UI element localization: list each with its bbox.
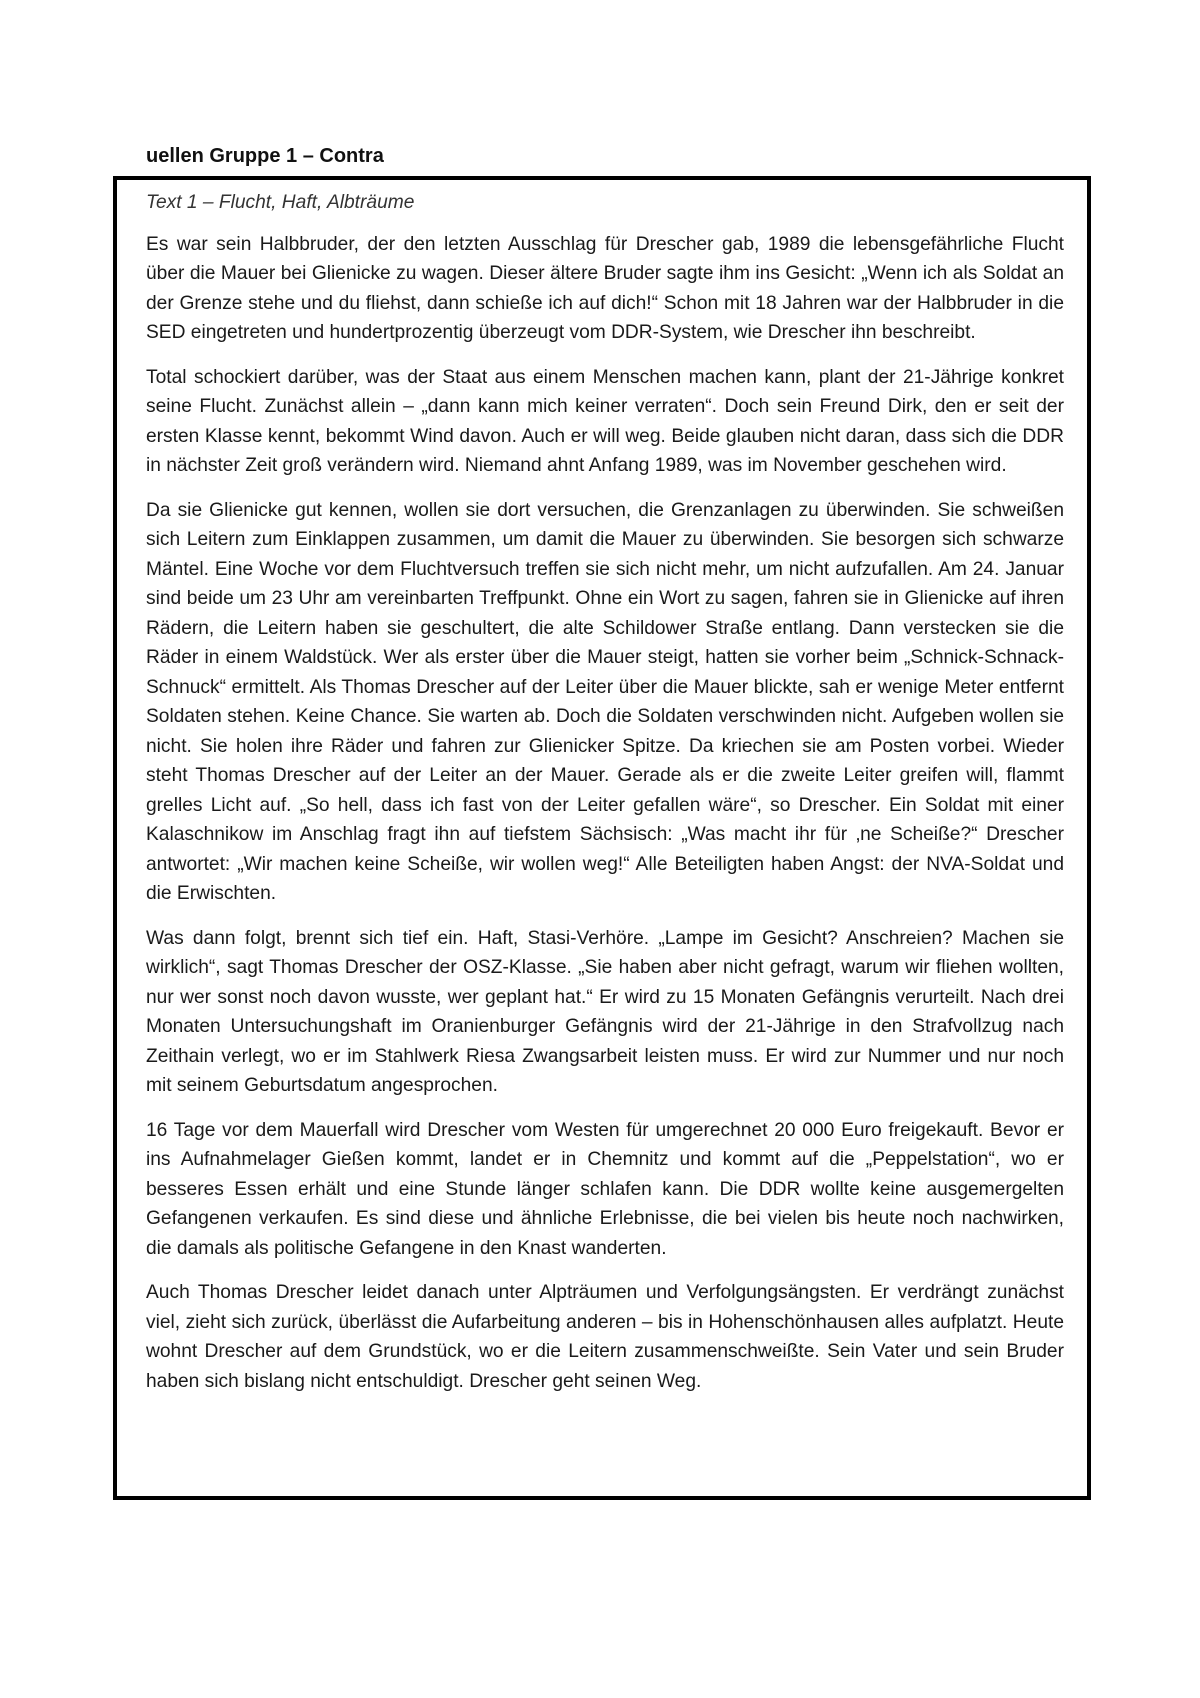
text-title: Text 1 – Flucht, Haft, Albträume (146, 192, 415, 213)
paragraph-4: Was dann folgt, brennt sich tief ein. Haft, Stasi-Verhöre. „Lampe im Gesicht? Anschreien? Machen sie wirklich“, sagt Thomas Drescher der OSZ-Klasse. „Sie haben aber nicht gefragt, warum wir fliehen wollten, nur wer sonst noch davon wusste, wer geplant hat.“ Er wird zu 15 Monaten Gefängnis verurteilt. Nach drei Monaten Untersuchungshaft im Oranienburger Gefängnis wird der 21-Jährige in den Strafvollzug nach Zeithain verlegt, wo er im Stahlwerk Riesa Zwangsarbeit leisten muss. Er wird zur Nummer und nur noch mit seinem Geburtsdatum angesprochen. (146, 927, 1064, 1096)
paragraph-2: Total schockiert darüber, was der Staat aus einem Menschen machen kann, plant der 21-Jährige konkret seine Flucht. Zunächst allein – „dann kann mich keiner verraten“. Doch sein Freund Dirk, den er seit der ersten Klasse kennt, bekommt Wind davon. Auch er will weg. Beide glauben nicht daran, dass sich die DDR in nächster Zeit groß verändern wird. Niemand ahnt Anfang 1989, was im November geschehen wird. (146, 366, 1064, 476)
page-heading: uellen Gruppe 1 – Contra (146, 145, 384, 167)
text-box (146, 188, 1064, 1396)
paragraph-5: 16 Tage vor dem Mauerfall wird Drescher vom Westen für umgerechnet 20 000 Euro freigekauft. Bevor er ins Aufnahmelager Gießen kommt, landet er in Chemnitz und kommt auf die „Peppelstation“, wo er besseres Essen erhält und eine Stunde länger schlafen kann. Die DDR wollte keine ausgemergelten Gefangenen verkaufen. Es sind diese und ähnliche Erlebnisse, die bei vielen bis heute noch nachwirken, die damals als politische Gefangene in den Knast wanderten. (146, 1119, 1064, 1259)
paragraph-1: Es war sein Halbbruder, der den letzten Ausschlag für Drescher gab, 1989 die lebensgefährliche Flucht über die Mauer bei Glienicke zu wagen. Dieser ältere Bruder sagte ihm ins Gesicht: „Wenn ich als Soldat an der Grenze stehe und du fliehst, dann schieße ich auf dich!“ Schon mit 18 Jahren war der Halbbruder in die SED eingetreten und hundertprozentig überzeugt vom DDR-System, wie Drescher ihn beschreibt. (146, 233, 1064, 343)
paragraph-3: Da sie Glienicke gut kennen, wollen sie dort versuchen, die Grenzanlagen zu überwinden. Sie schweißen sich Leitern zum Einklappen zusammen, um damit die Mauer zu überwinden. Sie besorgen sich schwarze Mäntel. Eine Woche vor dem Fluchtversuch treffen sie sich nicht mehr, um nicht aufzufallen. Am 24. Januar sind beide um 23 Uhr am vereinbarten Treffpunkt. Ohne ein Wort zu sagen, fahren sie in Glienicke auf ihren Rädern, die Leitern haben sie geschultert, die alte Schildower Straße entlang. Dann verstecken sie die Räder in einem Waldstück. Wer als erster über die Mauer steigt, hatten sie vorher beim „Schnick-Schnack-Schnuck“ ermittelt. Als Thomas Drescher auf der Leiter über die Mauer blickte, sah er wenige Meter entfernt Soldaten stehen. Keine Chance. Sie warten ab. Doch die Soldaten verschwinden nicht. Aufgeben wollen sie nicht. Sie holen ihre Räder und fahren zur Glienicker Spitze. Da kriechen sie am Posten vorbei. Wieder steht Thomas Drescher auf der Leiter an der Mauer. Gerade als er die zweite Leiter greifen will, flammt grelles Licht auf. „So hell, dass ich fast von der Leiter gefallen wäre“, so Drescher. Ein Soldat mit einer Kalaschnikow im Anschlag fragt ihn auf tiefstem Sächsisch: „Was macht ihr für ‚ne Scheiße?“ Drescher antwortet: „Wir machen keine Scheiße, wir wollen weg!“ Alle Beteiligten haben Angst: der NVA-Soldat und die Erwischten. (146, 499, 1064, 904)
paragraph-6: Auch Thomas Drescher leidet danach unter Alpträumen und Verfolgungsängsten. Er verdrängt zunächst viel, zieht sich zurück, überlässt die Aufarbeitung anderen – bis in Hohenschönhausen alles aufplatzt. Heute wohnt Drescher auf dem Grundstück, wo er die Leitern zusammenschweißte. Sein Vater und sein Bruder haben sich bislang nicht entschuldigt. Drescher geht seinen Weg. (146, 1282, 1064, 1392)
